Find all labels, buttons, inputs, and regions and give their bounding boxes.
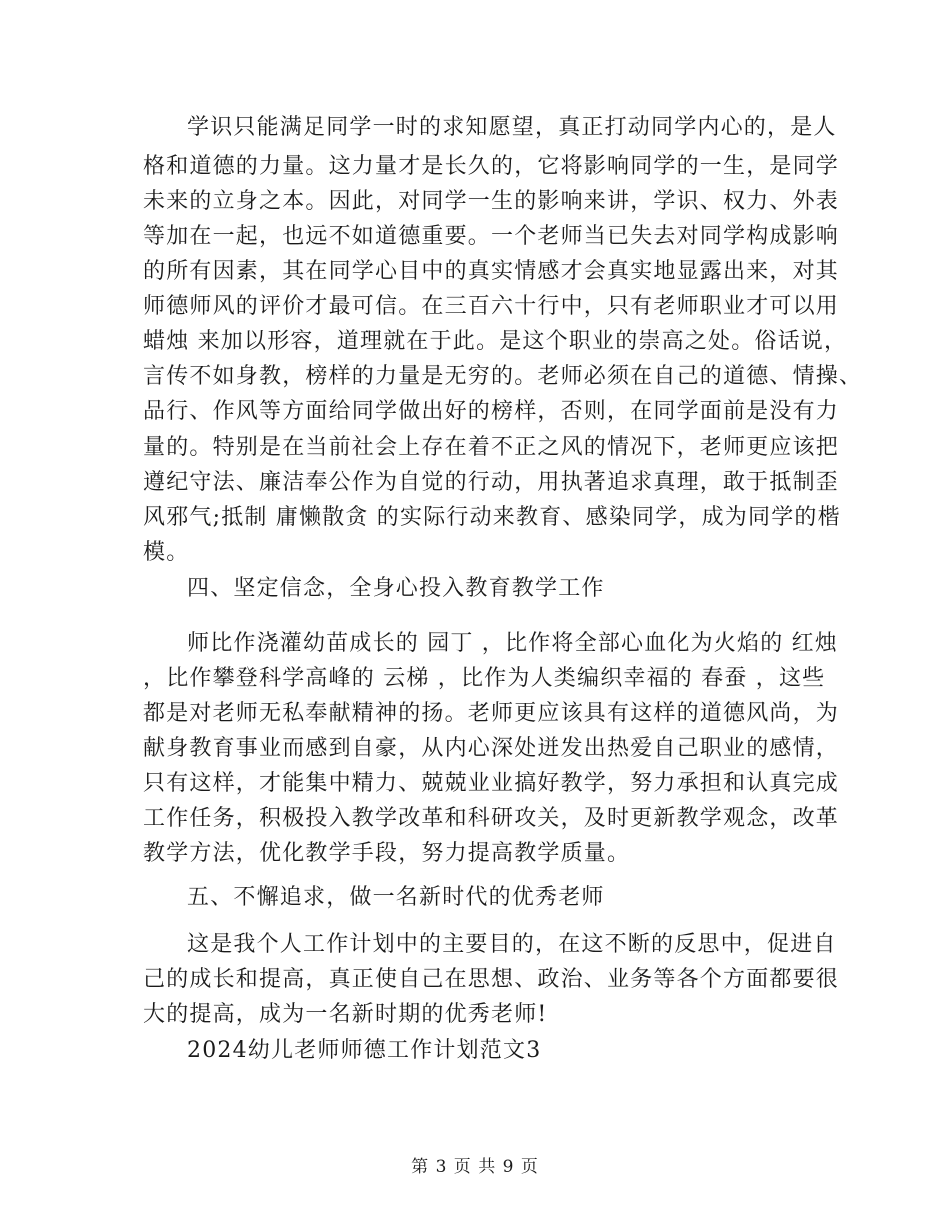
section-heading: 四、坚定信念，全身心投入教育教学工作 <box>187 576 605 601</box>
paragraph-line: 教学方法，优化教学手段，努力提高教学质量。 <box>143 841 631 866</box>
section-heading: 2024幼儿老师师德工作计划范文3 <box>187 1038 542 1063</box>
paragraph-line: 模。 <box>143 540 190 565</box>
paragraph-line: ，比作攀登科学高峰的 云梯 ，比作为人类编织幸福的 春蚕 ，这些 <box>143 666 826 691</box>
paragraph-line: 未来的立身之本。因此，对同学一生的影响来讲，学识、权力、外表 <box>143 189 840 214</box>
paragraph-line: 蜡烛 来加以形容，道理就在于此。是这个职业的崇高之处。俗话说， <box>143 329 848 354</box>
paragraph-line: 风邪气;抵制 庸懒散贪 的实际行动来教育、感染同学，成为同学的楷 <box>143 505 841 530</box>
paragraph-line: 大的提高，成为一名新时期的优秀老师! <box>143 1002 548 1027</box>
paragraph-line: 量的。特别是在当前社会上存在着不正之风的情况下，老师更应该把 <box>143 435 840 460</box>
paragraph-line: 己的成长和提高，真正使自己在思想、政治、业务等各个方面都要很 <box>143 967 840 992</box>
paragraph-line: 工作任务，积极投入教学改革和科研攻关，及时更新教学观念，改革 <box>143 806 840 831</box>
paragraph-line: 遵纪守法、廉洁奉公作为自觉的行动，用执著追求真理，敢于抵制歪 <box>143 470 840 495</box>
paragraph-line: 师比作浇灌幼苗成长的 园丁 ，比作将全部心血化为火焰的 红烛 <box>187 631 838 656</box>
paragraph-line: 言传不如身教，榜样的力量是无穷的。老师必须在自己的道德、情操、 <box>143 364 863 389</box>
paragraph-line: 都是对老师无私奉献精神的扬。老师更应该具有这样的道德风尚，为 <box>143 701 840 726</box>
paragraph-line: 格和道德的力量。这力量才是长久的，它将影响同学的一生，是同学 <box>143 154 840 179</box>
paragraph-line: 献身教育事业而感到自豪，从内心深处迸发出热爱自己职业的感情， <box>143 736 840 761</box>
paragraph-line: 只有这样，才能集中精力、兢兢业业搞好教学，努力承担和认真完成 <box>143 771 840 796</box>
paragraph-line: 品行、作风等方面给同学做出好的榜样，否则，在同学面前是没有力 <box>143 399 840 424</box>
section-heading: 五、不懈追求，做一名新时代的优秀老师 <box>187 885 605 910</box>
paragraph-line: 这是我个人工作计划中的主要目的，在这不断的反思中，促进自 <box>187 932 837 957</box>
paragraph-line: 学识只能满足同学一时的求知愿望，真正打动同学内心的，是人 <box>187 115 837 140</box>
paragraph-line: 等加在一起，也远不如道德重要。一个老师当已失去对同学构成影响 <box>143 224 840 249</box>
paragraph-line: 师德师风的评价才最可信。在三百六十行中，只有老师职业才可以用 <box>143 294 840 319</box>
paragraph-line: 的所有因素，其在同学心目中的真实情感才会真实地显露出来，对其 <box>143 259 840 284</box>
page-number-footer: 第 3 页 共 9 页 <box>411 1157 539 1177</box>
